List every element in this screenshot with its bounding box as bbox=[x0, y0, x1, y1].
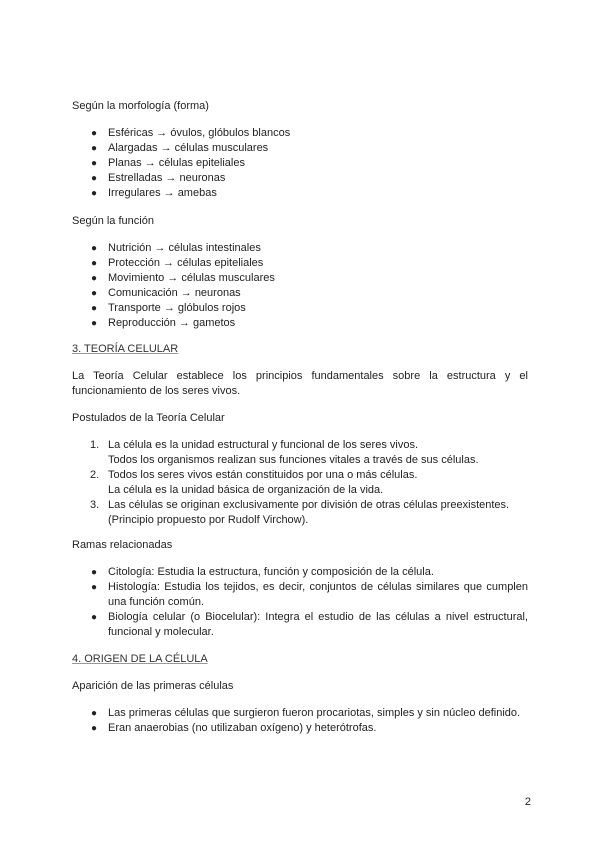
list-item: ● Citología: Estudia la estructura, función y composición de la célula. bbox=[91, 566, 434, 578]
function-list bbox=[72, 241, 528, 331]
section-4-subtitle: Aparición de las primeras células bbox=[72, 680, 234, 692]
section-4-link[interactable]: 4. ORIGEN DE LA CÉLULA bbox=[72, 653, 208, 665]
list-item: ● Alargadas → células musculares bbox=[91, 142, 269, 154]
morphology-title: Según la morfología (forma) bbox=[72, 100, 209, 112]
bullet-icon: ● bbox=[91, 582, 98, 593]
list-item: ● Reproducción → gametos bbox=[91, 317, 236, 329]
postulates-list bbox=[72, 438, 528, 528]
section-3-link[interactable]: 3. TEORÍA CELULAR bbox=[72, 343, 179, 355]
list-item: ● Estrelladas → neuronas bbox=[91, 172, 226, 184]
list-item: ● Planas → células epiteliales bbox=[91, 157, 245, 169]
bullet-icon: ● bbox=[91, 258, 98, 269]
section-heading-4[interactable] bbox=[72, 652, 528, 667]
bullet-icon: ● bbox=[91, 612, 98, 623]
bullet-icon: ● bbox=[91, 273, 98, 284]
list-item: ● Nutrición → células intestinales bbox=[91, 242, 261, 254]
bullet-icon: ● bbox=[91, 158, 98, 169]
list-item: ● Histología: Estudia los tejidos, es decir, conjuntos de células similares que cumplen una función común. bbox=[91, 581, 528, 608]
bullet-icon: ● bbox=[91, 243, 98, 254]
function-title: Según la función bbox=[72, 215, 154, 227]
section-heading-3[interactable] bbox=[72, 342, 528, 357]
list-item: ● Movimiento → células musculares bbox=[91, 272, 275, 284]
bullet-icon: ● bbox=[91, 723, 98, 734]
list-item: ● Protección → células epiteliales bbox=[91, 257, 264, 269]
list-item: ● Esféricas → óvulos, glóbulos blancos bbox=[91, 127, 291, 139]
list-item: ● Las primeras células que surgieron fueron procariotas, simples y sin núcleo definido. bbox=[91, 707, 521, 719]
bullet-icon: ● bbox=[91, 318, 98, 329]
section-3-intro: La Teoría Celular establece los principios fundamentales sobre la estructura y el funcionamiento de los seres vivos. bbox=[72, 370, 528, 397]
bullet-icon: ● bbox=[91, 188, 98, 199]
bullet-icon: ● bbox=[91, 143, 98, 154]
bullet-icon: ● bbox=[91, 567, 98, 578]
morphology-list bbox=[72, 126, 528, 201]
bullet-icon: ● bbox=[91, 128, 98, 139]
list-item: ● Comunicación → neuronas bbox=[91, 287, 241, 299]
page-number: 2 bbox=[524, 796, 531, 808]
postulates-title: Postulados de la Teoría Celular bbox=[72, 412, 225, 424]
list-item: 3. Las células se originan exclusivamente por división de otras células preexistentes. (Principio propuesto por Rudolf Virchow). bbox=[90, 499, 510, 526]
list-item: ● Irregulares → amebas bbox=[91, 187, 217, 199]
bullet-icon: ● bbox=[91, 708, 98, 719]
list-item: 2. Todos los seres vivos están constituidos por una o más células. La célula es la unidad básica de organización de la vida. bbox=[90, 469, 418, 496]
branches-title: Ramas relacionadas bbox=[72, 539, 173, 551]
bullet-icon: ● bbox=[91, 303, 98, 314]
section-4-list bbox=[72, 706, 528, 736]
list-item: ● Transporte → glóbulos rojos bbox=[91, 302, 246, 314]
branches-list bbox=[72, 565, 528, 640]
bullet-icon: ● bbox=[91, 173, 98, 184]
list-item: ● Eran anaerobias (no utilizaban oxígeno) y heterótrofas. bbox=[91, 722, 377, 734]
list-item: 1. La célula es la unidad estructural y funcional de los seres vivos. Todos los organismos realizan sus funciones vitales a través de sus células. bbox=[90, 439, 479, 466]
bullet-icon: ● bbox=[91, 288, 98, 299]
list-item: ● Biología celular (o Biocelular): Integra el estudio de las células a nivel estructural, funcional y molecular. bbox=[91, 611, 528, 638]
